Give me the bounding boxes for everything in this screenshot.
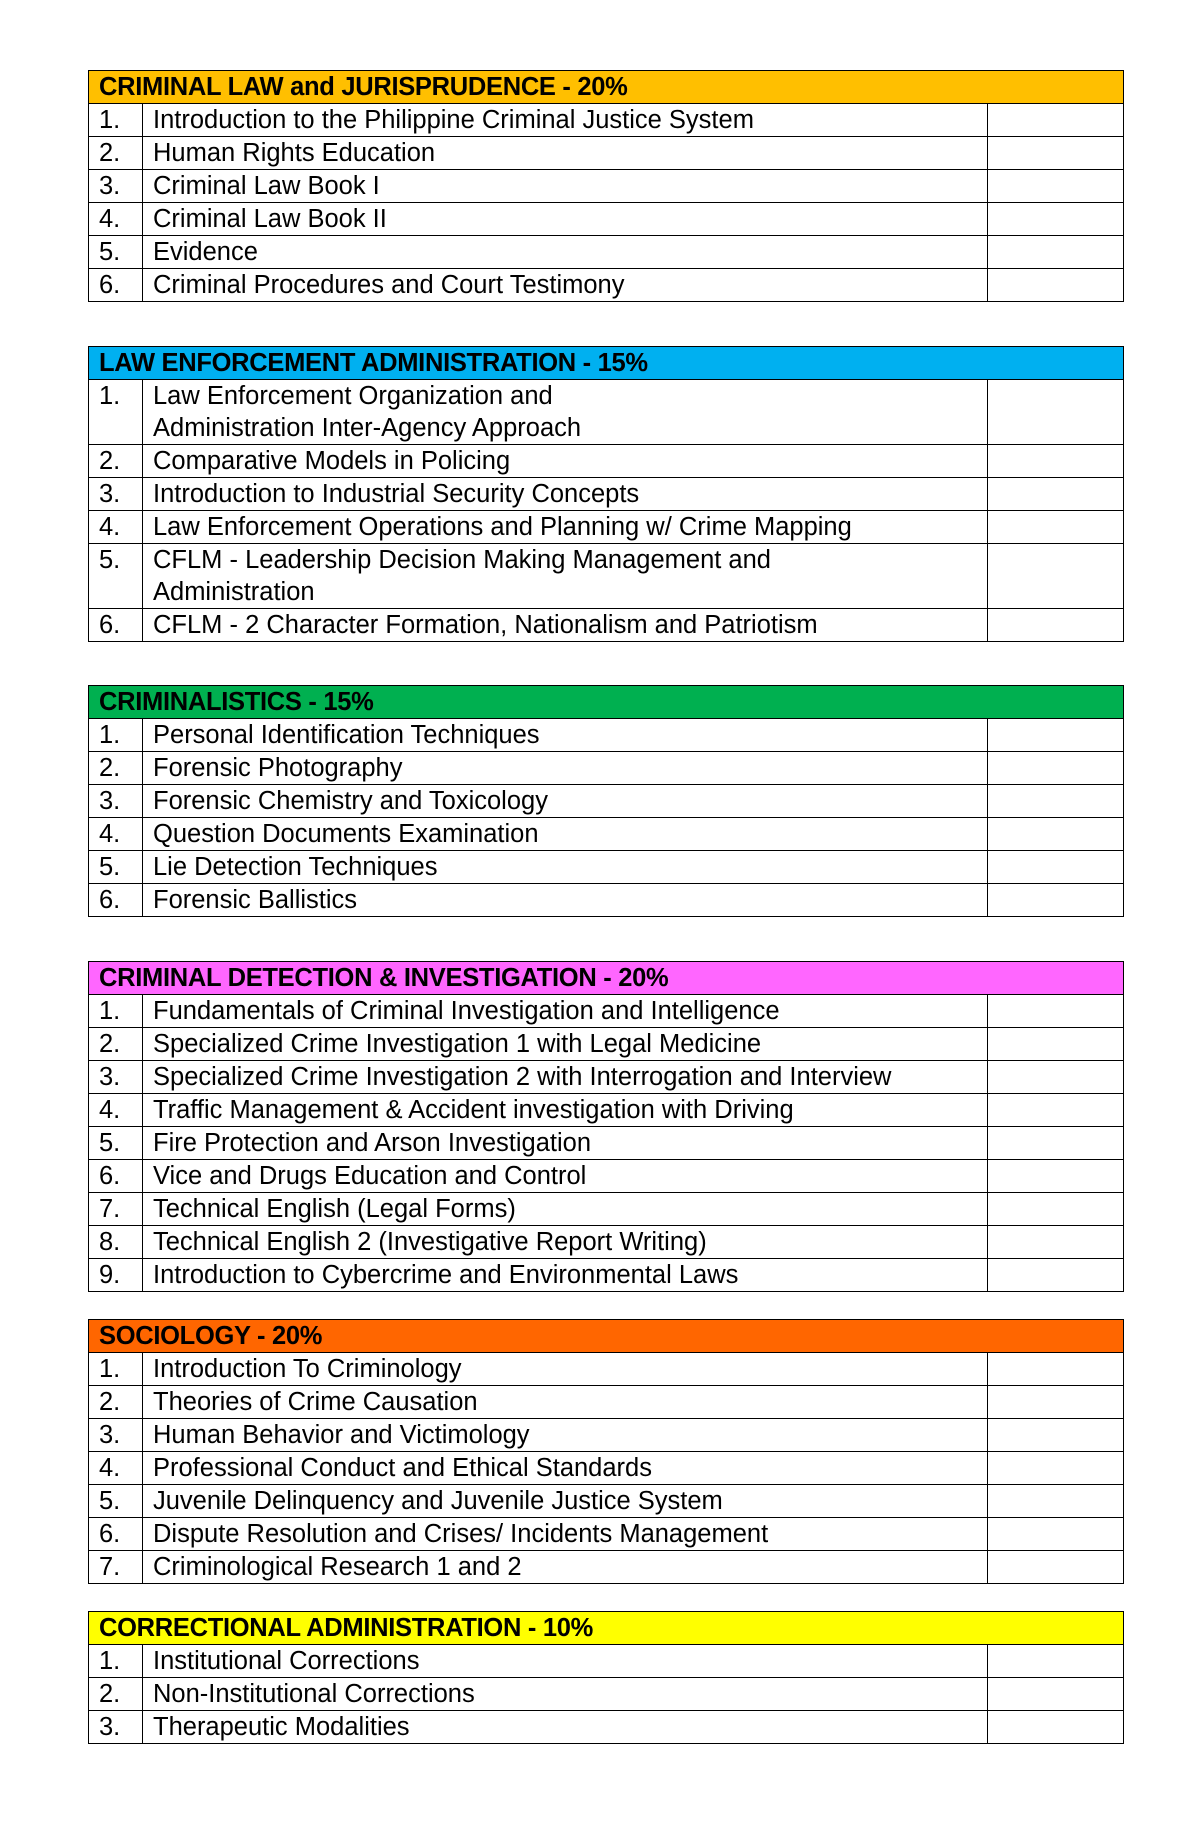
blank-cell: [988, 1094, 1124, 1127]
item-topic: Technical English (Legal Forms): [143, 1193, 988, 1226]
item-topic: CFLM - 2 Character Formation, Nationalism and Patriotism: [143, 609, 988, 642]
item-number: 6.: [89, 269, 143, 302]
item-topic: Criminal Law Book II: [143, 203, 988, 236]
blank-cell: [988, 104, 1124, 137]
blank-cell: [988, 1226, 1124, 1259]
item-number: 2.: [89, 445, 143, 478]
blank-cell: [988, 1353, 1124, 1386]
table-row: [89, 609, 1124, 642]
item-number: 1.: [89, 380, 143, 445]
item-topic: Forensic Photography: [143, 752, 988, 785]
table-row: [89, 1061, 1124, 1094]
blank-cell: [988, 269, 1124, 302]
table-row: [89, 785, 1124, 818]
item-number: 3.: [89, 1061, 143, 1094]
table-row: [89, 884, 1124, 917]
item-topic: Fire Protection and Arson Investigation: [143, 1127, 988, 1160]
item-number: 4.: [89, 1452, 143, 1485]
item-number: 1.: [89, 1645, 143, 1678]
section-header: SOCIOLOGY - 20%: [89, 1320, 1124, 1353]
table-row: [89, 1645, 1124, 1678]
table-row: [89, 478, 1124, 511]
table-row: [89, 1160, 1124, 1193]
item-topic: Criminal Law Book I: [143, 170, 988, 203]
table-row: [89, 269, 1124, 302]
table-row: [89, 1094, 1124, 1127]
item-topic: Human Rights Education: [143, 137, 988, 170]
item-number: 3.: [89, 1711, 143, 1744]
item-number: 4.: [89, 818, 143, 851]
table-row: [89, 752, 1124, 785]
item-number: 1.: [89, 719, 143, 752]
blank-cell: [988, 1259, 1124, 1292]
item-number: 8.: [89, 1226, 143, 1259]
item-topic: Specialized Crime Investigation 2 with Interrogation and Interview: [143, 1061, 988, 1094]
subject-table: [88, 1611, 1124, 1744]
item-number: 4.: [89, 203, 143, 236]
item-topic: CFLM - Leadership Decision Making Management and Administration: [143, 544, 988, 609]
item-number: 5.: [89, 236, 143, 269]
item-topic: Evidence: [143, 236, 988, 269]
item-number: 1.: [89, 995, 143, 1028]
item-topic: Law Enforcement Organization and Administration Inter-Agency Approach: [143, 380, 988, 445]
blank-cell: [988, 785, 1124, 818]
blank-cell: [988, 1711, 1124, 1744]
item-topic: Juvenile Delinquency and Juvenile Justice System: [143, 1485, 988, 1518]
blank-cell: [988, 170, 1124, 203]
blank-cell: [988, 478, 1124, 511]
table-row: [89, 511, 1124, 544]
item-topic: Introduction to Industrial Security Concepts: [143, 478, 988, 511]
item-number: 6.: [89, 1518, 143, 1551]
section-header: CRIMINAL LAW and JURISPRUDENCE - 20%: [89, 71, 1124, 104]
item-topic: Dispute Resolution and Crises/ Incidents Management: [143, 1518, 988, 1551]
blank-cell: [988, 544, 1124, 609]
subject-table: [88, 346, 1124, 642]
table-row: [89, 1551, 1124, 1584]
item-topic: Introduction to the Philippine Criminal Justice System: [143, 104, 988, 137]
item-topic: Criminal Procedures and Court Testimony: [143, 269, 988, 302]
item-number: 1.: [89, 104, 143, 137]
blank-cell: [988, 445, 1124, 478]
item-topic: Specialized Crime Investigation 1 with Legal Medicine: [143, 1028, 988, 1061]
item-topic: Traffic Management & Accident investigation with Driving: [143, 1094, 988, 1127]
table-row: [89, 1711, 1124, 1744]
blank-cell: [988, 818, 1124, 851]
table-row: [89, 1678, 1124, 1711]
item-topic: Theories of Crime Causation: [143, 1386, 988, 1419]
item-topic: Personal Identification Techniques: [143, 719, 988, 752]
item-number: 7.: [89, 1193, 143, 1226]
item-number: 5.: [89, 851, 143, 884]
table-row: [89, 1127, 1124, 1160]
blank-cell: [988, 1386, 1124, 1419]
item-number: 5.: [89, 1485, 143, 1518]
blank-cell: [988, 1061, 1124, 1094]
item-topic: Law Enforcement Operations and Planning w/ Crime Mapping: [143, 511, 988, 544]
item-number: 2.: [89, 1678, 143, 1711]
table-row: [89, 851, 1124, 884]
table-row: [89, 818, 1124, 851]
item-number: 4.: [89, 1094, 143, 1127]
subject-table: [88, 685, 1124, 917]
item-topic: Forensic Chemistry and Toxicology: [143, 785, 988, 818]
blank-cell: [988, 851, 1124, 884]
blank-cell: [988, 1193, 1124, 1226]
blank-cell: [988, 1127, 1124, 1160]
item-number: 5.: [89, 544, 143, 609]
blank-cell: [988, 1160, 1124, 1193]
table-row: [89, 1386, 1124, 1419]
item-number: 2.: [89, 752, 143, 785]
blank-cell: [988, 380, 1124, 445]
table-row: [89, 1259, 1124, 1292]
section-header: LAW ENFORCEMENT ADMINISTRATION - 15%: [89, 347, 1124, 380]
blank-cell: [988, 236, 1124, 269]
table-row: [89, 137, 1124, 170]
item-number: 7.: [89, 1551, 143, 1584]
item-number: 4.: [89, 511, 143, 544]
item-topic: Institutional Corrections: [143, 1645, 988, 1678]
table-row: [89, 1452, 1124, 1485]
section-header: CRIMINAL DETECTION & INVESTIGATION - 20%: [89, 962, 1124, 995]
blank-cell: [988, 884, 1124, 917]
blank-cell: [988, 1028, 1124, 1061]
table-row: [89, 104, 1124, 137]
table-row: [89, 236, 1124, 269]
blank-cell: [988, 1518, 1124, 1551]
table-row: [89, 544, 1124, 609]
item-number: 3.: [89, 170, 143, 203]
item-number: 2.: [89, 1028, 143, 1061]
subject-table: [88, 70, 1124, 302]
table-row: [89, 719, 1124, 752]
item-number: 9.: [89, 1259, 143, 1292]
item-topic: Introduction To Criminology: [143, 1353, 988, 1386]
table-row: [89, 1193, 1124, 1226]
item-number: 6.: [89, 884, 143, 917]
blank-cell: [988, 1645, 1124, 1678]
item-topic: Criminological Research 1 and 2: [143, 1551, 988, 1584]
section-header: CRIMINALISTICS - 15%: [89, 686, 1124, 719]
blank-cell: [988, 203, 1124, 236]
item-topic: Technical English 2 (Investigative Report Writing): [143, 1226, 988, 1259]
item-topic: Human Behavior and Victimology: [143, 1419, 988, 1452]
blank-cell: [988, 609, 1124, 642]
blank-cell: [988, 1419, 1124, 1452]
table-row: [89, 445, 1124, 478]
item-topic: Therapeutic Modalities: [143, 1711, 988, 1744]
blank-cell: [988, 1485, 1124, 1518]
blank-cell: [988, 1678, 1124, 1711]
blank-cell: [988, 719, 1124, 752]
blank-cell: [988, 137, 1124, 170]
item-topic: Professional Conduct and Ethical Standards: [143, 1452, 988, 1485]
section-header: CORRECTIONAL ADMINISTRATION - 10%: [89, 1612, 1124, 1645]
table-row: [89, 203, 1124, 236]
item-number: 2.: [89, 1386, 143, 1419]
item-topic: Lie Detection Techniques: [143, 851, 988, 884]
item-topic: Question Documents Examination: [143, 818, 988, 851]
subject-table: [88, 961, 1124, 1292]
item-topic: Forensic Ballistics: [143, 884, 988, 917]
blank-cell: [988, 1551, 1124, 1584]
table-row: [89, 380, 1124, 445]
table-row: [89, 170, 1124, 203]
table-row: [89, 1518, 1124, 1551]
blank-cell: [988, 995, 1124, 1028]
subject-table: [88, 1319, 1124, 1584]
item-number: 1.: [89, 1353, 143, 1386]
item-number: 5.: [89, 1127, 143, 1160]
table-row: [89, 1485, 1124, 1518]
table-row: [89, 1353, 1124, 1386]
table-row: [89, 995, 1124, 1028]
table-row: [89, 1028, 1124, 1061]
table-row: [89, 1226, 1124, 1259]
blank-cell: [988, 752, 1124, 785]
item-number: 3.: [89, 1419, 143, 1452]
item-number: 6.: [89, 609, 143, 642]
item-number: 3.: [89, 478, 143, 511]
blank-cell: [988, 511, 1124, 544]
item-topic: Vice and Drugs Education and Control: [143, 1160, 988, 1193]
blank-cell: [988, 1452, 1124, 1485]
item-topic: Comparative Models in Policing: [143, 445, 988, 478]
item-number: 6.: [89, 1160, 143, 1193]
item-topic: Introduction to Cybercrime and Environmental Laws: [143, 1259, 988, 1292]
table-row: [89, 1419, 1124, 1452]
item-topic: Fundamentals of Criminal Investigation and Intelligence: [143, 995, 988, 1028]
item-number: 2.: [89, 137, 143, 170]
item-topic: Non-Institutional Corrections: [143, 1678, 988, 1711]
item-number: 3.: [89, 785, 143, 818]
